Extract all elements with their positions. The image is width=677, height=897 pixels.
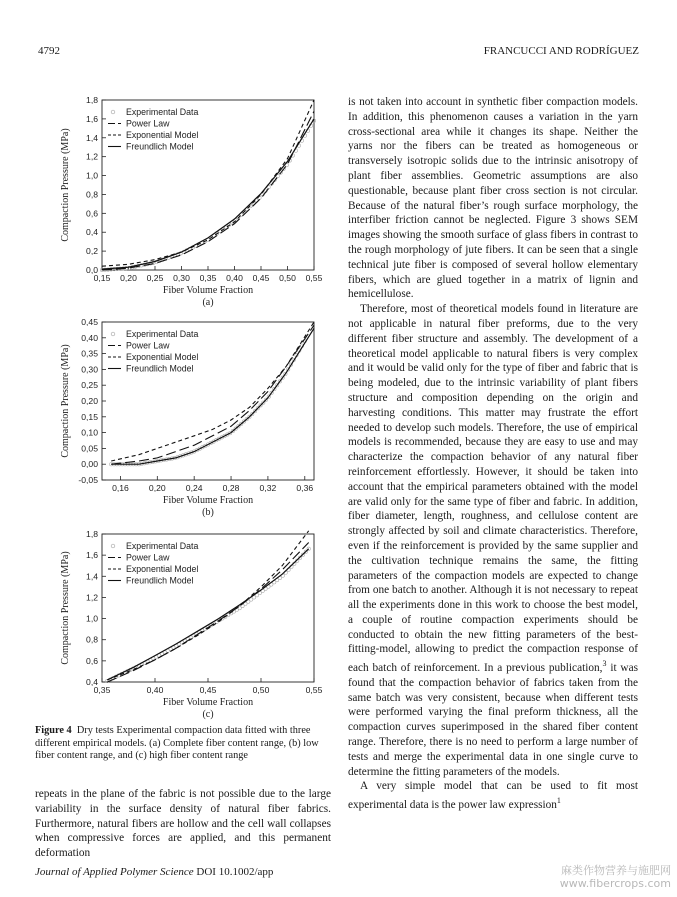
y-tick-label: 1,4 <box>86 132 98 143</box>
y-tick-label: 0,6 <box>86 208 98 219</box>
y-tick-label: 1,6 <box>86 550 98 561</box>
y-tick-label: 0,45 <box>81 317 98 327</box>
x-tick-label: 0,28 <box>222 483 240 493</box>
y-tick-label: 0,4 <box>86 677 98 687</box>
x-tick-label: 0,55 <box>305 685 323 695</box>
legend-entry: Power Law <box>126 340 170 351</box>
x-tick-label: 0,35 <box>93 685 111 695</box>
x-tick-label: 0,50 <box>252 685 270 695</box>
legend-entry: Exponential Model <box>126 564 199 574</box>
y-tick-label: 0,05 <box>81 443 98 454</box>
right-paragraph-3-text: A very simple model that can be used to fit most experimental data is the power law expression <box>348 780 638 811</box>
citation-ref: 1 <box>556 796 561 806</box>
legend-marker <box>111 544 115 548</box>
right-paragraph-1: is not taken into account in synthetic fiber compaction models. In addition, this phenomenon causes a variation in the yarn cross-sectional area while it changes its shape. Neither the yarns nor the fibers can be treated as homogeneous or transversely isotropic solids due to the intrinsic anisotropy of plant fiber assemblies. Geometric assumptions are also questionable, because plant fiber cross section is not circular. Because of the natural fiber’s rough surface morphology, the interfiber friction cannot be neglected. Figure 3 shows SEM images showing the smooth surface of glass fibers in contrast to the rough morphology of jute fibers. It can be seen that a single technical jute fiber is composed of several hollow elementary fibers, which are glued together in a matrix of lignin and hemicellulose. <box>348 96 638 301</box>
right-column <box>348 95 638 813</box>
y-tick-label: 0,35 <box>81 348 98 359</box>
legend-marker <box>111 332 115 336</box>
chart-a <box>40 90 340 308</box>
y-tick-label: -0,05 <box>78 475 98 485</box>
page-number: 4792 <box>38 45 60 57</box>
left-column-paragraph: repeats in the plane of the fabric is not possible due to the large variability in the surface density of natural fiber fabrics. Furthermore, natural fibers are hollow and the cell wall collapses when compressive forces are applied, and this permanent deformation <box>35 788 331 860</box>
figure-panel-c <box>40 524 340 720</box>
x-tick-label: 0,40 <box>226 273 243 283</box>
y-tick-label: 1,8 <box>86 95 98 105</box>
left-column <box>35 787 331 861</box>
y-tick-label: 0,4 <box>86 227 98 238</box>
y-tick-label: 1,6 <box>86 113 98 124</box>
figure-caption-text: Dry tests Experimental compaction data fitted with three different empirical models. (a) Complete fiber content range, (b) low fiber content range, and (c) high fiber content range <box>35 725 319 762</box>
x-tick-label: 0,45 <box>199 685 217 695</box>
x-tick-label: 0,25 <box>146 273 164 283</box>
x-tick-label: 0,24 <box>185 483 203 493</box>
x-tick-label: 0,15 <box>93 273 111 283</box>
right-paragraph-3 <box>348 779 638 812</box>
y-tick-label: 1,8 <box>86 529 98 539</box>
x-axis-label: Fiber Volume Fraction <box>162 285 254 296</box>
y-tick-label: 1,0 <box>86 170 98 181</box>
legend-entry: Experimental Data <box>126 541 199 551</box>
chart-b <box>40 312 340 518</box>
y-tick-label: 0,8 <box>86 189 98 200</box>
panel-label: (b) <box>202 507 214 518</box>
y-axis-label: Compaction Pressure (MPa) <box>60 128 71 242</box>
x-tick-label: 0,16 <box>112 483 129 493</box>
legend-entry: Power Law <box>126 118 170 129</box>
panel-label: (a) <box>202 297 214 308</box>
y-axis-label: Compaction Pressure (MPa) <box>60 344 71 458</box>
panel-label: (c) <box>202 709 214 720</box>
y-tick-label: 0,2 <box>86 246 98 257</box>
legend-entry: Power Law <box>126 552 170 563</box>
doi: DOI 10.1002/app <box>196 866 274 878</box>
legend-entry: Exponential Model <box>126 352 199 362</box>
watermark <box>560 864 671 890</box>
figure-panel-a <box>40 90 340 308</box>
x-tick-label: 0,35 <box>199 273 217 283</box>
y-tick-label: 0,20 <box>81 396 98 406</box>
figure-caption <box>35 725 331 763</box>
x-tick-label: 0,32 <box>259 483 277 493</box>
y-tick-label: 1,2 <box>86 151 98 162</box>
x-axis-label: Fiber Volume Fraction <box>162 495 254 506</box>
x-tick-label: 0,20 <box>120 273 137 283</box>
legend-marker <box>111 110 115 114</box>
x-tick-label: 0,45 <box>252 273 270 283</box>
legend-entry: Experimental Data <box>126 329 199 339</box>
legend-entry: Exponential Model <box>126 130 199 140</box>
x-tick-label: 0,30 <box>173 273 190 283</box>
running-title: FRANCUCCI AND RODRÍGUEZ <box>483 45 639 57</box>
y-tick-label: 1,4 <box>86 571 98 582</box>
legend-entry: Experimental Data <box>126 107 199 117</box>
x-tick-label: 0,50 <box>279 273 296 283</box>
legend-entry: Freundlich Model <box>126 141 194 152</box>
y-tick-label: 0,10 <box>81 427 98 438</box>
x-tick-label: 0,55 <box>305 273 323 283</box>
y-tick-label: 0,00 <box>81 459 98 470</box>
legend-entry: Freundlich Model <box>126 363 194 374</box>
journal-name: Journal of Applied Polymer Science <box>35 866 194 878</box>
right-paragraph-2 <box>348 302 638 779</box>
y-tick-label: 0,6 <box>86 655 98 666</box>
right-paragraph-2-tail: it was found that the compaction behavior of fabrics taken from the same batch was very consistent, because when different tests were performed varying the final preform thickness, all the compaction curves superimposed in the shared fiber content range. Therefore, there is no need to perform a large number of tests and merge the experimental data in one single curve to determine the fitting parameters of the models. <box>348 662 638 778</box>
right-paragraph-2-text: Therefore, most of theoretical models found in literature are not applicable in natural fiber preforms, due to the very different fiber structure and assembly. The development of a theoretical model applicable to natural fibers is very complex and it would be valid only for the type of fiber and fabric that is being modeled, due to the intrinsic variability of plant fibers structure and composition depending on the origin and harvesting conditions. This matter may frustrate the effort needed to develop such models. Therefore, the use of empirical models is recommended, because they are easy to use and may characterize the compaction behavior of any natural fiber reinforcement effortlessly. However, it should be taken into account that the empirical parameters obtained with the model are valid only for the same type of fiber and fabric. In addition, fiber diameter, length, roughness, and cellulose content are strongly affected by soil and climate characteristics. Therefore, even if the reinforcement is provided by the same supplier and the cultivation technique remains the same, the fitting parameters of the compaction models are expected to change from one batch to another. Although it is not necessary to repeat all the experiments done in this work to choose the best model, a couple of routine compaction experiments should be conducted to obtain the new fitting parameters of the best-fitting-model, allowing to predict the compaction response of each batch of reinforcement. In a previous publication, <box>348 303 638 675</box>
figure-panel-b <box>40 312 340 518</box>
y-axis-label: Compaction Pressure (MPa) <box>60 551 71 665</box>
chart-c <box>40 524 340 720</box>
x-axis-label: Fiber Volume Fraction <box>162 697 254 708</box>
x-tick-label: 0,20 <box>148 483 166 493</box>
x-tick-label: 0,40 <box>146 685 164 695</box>
footer <box>35 866 273 878</box>
y-tick-label: 0,25 <box>81 380 98 391</box>
y-tick-label: 1,0 <box>86 613 98 624</box>
y-tick-label: 1,2 <box>86 592 98 603</box>
x-tick-label: 0,36 <box>296 483 314 493</box>
y-tick-label: 0,40 <box>81 332 98 343</box>
citation-ref: 3 <box>602 659 607 669</box>
watermark-line-2: www.fibercrops.com <box>559 877 671 890</box>
figure-caption-label: Figure 4 <box>35 725 72 736</box>
y-tick-label: 0,0 <box>86 265 98 275</box>
watermark-line-1: 麻类作物营养与施肥网 <box>561 864 671 877</box>
legend-entry: Freundlich Model <box>126 575 194 586</box>
y-tick-label: 0,15 <box>81 411 98 422</box>
y-tick-label: 0,30 <box>81 364 98 375</box>
y-tick-label: 0,8 <box>86 634 98 645</box>
